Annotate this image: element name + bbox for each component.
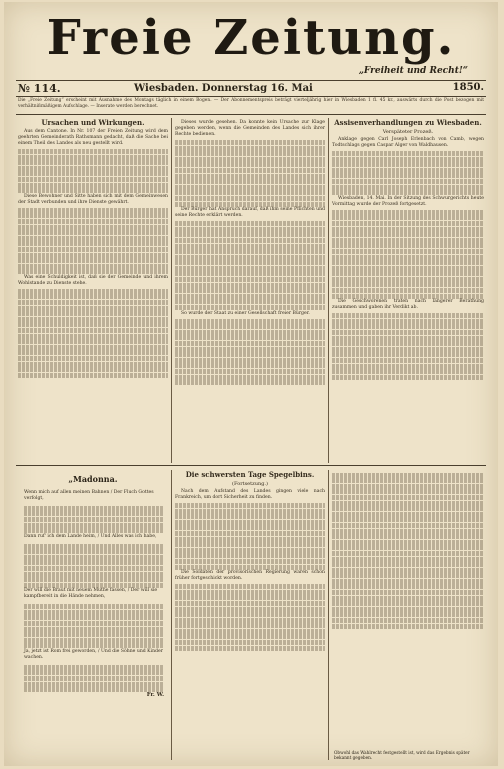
subscription-notice: Die „Freie Zeitung“ erscheint mit Ausnahme des Montags täglich in einem Bogen. — Der Abonnementspreis beträgt vierteljährig hier in Wiesbaden 1 fl. 45 kr., auswärts durch die Post bezogen mit verhältnißmäßigem Aufschlage. — Inserate werden berechnet. bbox=[18, 98, 484, 109]
masthead-motto: „Freiheit und Recht!“ bbox=[358, 66, 468, 76]
poem-title: „Madonna. bbox=[68, 474, 118, 484]
poem-signature: Fr. W. bbox=[146, 691, 164, 698]
column-middle bbox=[175, 120, 325, 460]
article-paragraph: Wiesbaden, 14. Mai. In der Sitzung des Schwurgerichts heute Vormittag wurde der Prozeß fortgesetzt. bbox=[332, 195, 484, 207]
article-paragraph: Dieses wurde gesehen. Da konnte kein Ursache zur Klage gegeben werden, wenn die Gemeinden des Landes sich ihrer Rechte bedienen. bbox=[175, 120, 325, 137]
article-paragraph: Was eine Schuldigkeit ist, daß sie der Gemeinde und ihrem Wohlstande zu Dienste stehe. bbox=[18, 274, 168, 286]
article-title-assisen: Assisenverhandlungen zu Wiesbaden. bbox=[334, 118, 482, 127]
article-paragraph: Der Bürger hat Anspruch darauf, daß ihm seine Pflichten und seine Rechte erklärt werden. bbox=[175, 207, 325, 219]
issue-year: 1850. bbox=[452, 82, 484, 93]
poem-stanza: Ja, jetzt ist Rom frei geworden, / Und die Söhne und Kinder wachen. bbox=[24, 649, 163, 660]
poem bbox=[24, 490, 164, 699]
footnote: Obwohl das Wahlrecht festgestellt ist, wird das Ergebnis später bekannt gegeben. bbox=[334, 750, 470, 760]
article-title-ursachen: Ursachen und Wirkungen. bbox=[41, 118, 145, 127]
column-left bbox=[18, 120, 168, 460]
column-divider bbox=[171, 118, 172, 463]
header-rule-top bbox=[16, 80, 486, 81]
serial-column bbox=[175, 472, 325, 758]
column-divider bbox=[328, 118, 329, 463]
serial-paragraph: Nach dem Aufstand des Landes gingen viele nach Frankreich, um dort Sicherheit zu finden. bbox=[175, 489, 325, 500]
issue-number: № 114. bbox=[18, 82, 61, 95]
serial-subtitle: (Fortsetzung.) bbox=[232, 481, 268, 487]
issue-place-date: Wiesbaden. Donnerstag 16. Mai bbox=[134, 83, 313, 94]
masthead-title: Freie Zeitung. bbox=[46, 10, 456, 66]
article-paragraph: Diese Bewohner und Sitte haben sich mit dem Gemeinwesen der Stadt verbunden und ihre Dienste gewährt. bbox=[18, 193, 168, 205]
issue-line bbox=[18, 82, 484, 96]
column-divider bbox=[328, 470, 329, 760]
poem-stanza: Dann ruf' ich dem Lande heim, / Und Alles was ich habe, bbox=[24, 533, 157, 539]
column-divider bbox=[171, 470, 172, 760]
article-subtitle: Verspäteter Prozeß. bbox=[382, 129, 434, 135]
newspaper-page bbox=[4, 2, 498, 766]
article-paragraph: Die Geschworenen traten nach längerer Berathung zusammen und gaben ihr Verdikt ab. bbox=[332, 299, 484, 311]
header-rule-bottom bbox=[16, 96, 486, 97]
serial-paragraph: Die Soldaten der provisorischen Regierung waren schon früher fortgeschickt worden. bbox=[175, 570, 325, 582]
article-paragraph: So wurde der Staat zu einer Gesellschaft freier Bürger. bbox=[181, 310, 310, 316]
article-paragraph: Anklage gegen Carl Joseph Erlenbach von Camb, wegen Todtschlags gegen Caspar Alger von Waldhausen. bbox=[332, 137, 484, 148]
article-paragraph: Aus dem Cantone. In Nr. 107 der Freien Zeitung wird dem geehrten Gemeinderath Rathsmann gedacht, daß die Sache bei einem Theil des Landes als neu gestellt wird. bbox=[18, 129, 168, 146]
section-rule bbox=[16, 465, 486, 466]
serial-title: Die schwersten Tage Spegelbins. bbox=[185, 470, 315, 479]
poem-stanza: Der will die Braut mit neuem Muthe fassen, / Der will sie kampfbereit in die Hände nehmen, bbox=[24, 588, 158, 600]
poem-stanza: Wenn mich auf allen meinen Bahnen / Der Fluch Gottes verfolgt, bbox=[24, 490, 154, 501]
notice-rule bbox=[16, 114, 486, 115]
column-right bbox=[332, 120, 484, 460]
column-right-lower bbox=[332, 472, 484, 712]
